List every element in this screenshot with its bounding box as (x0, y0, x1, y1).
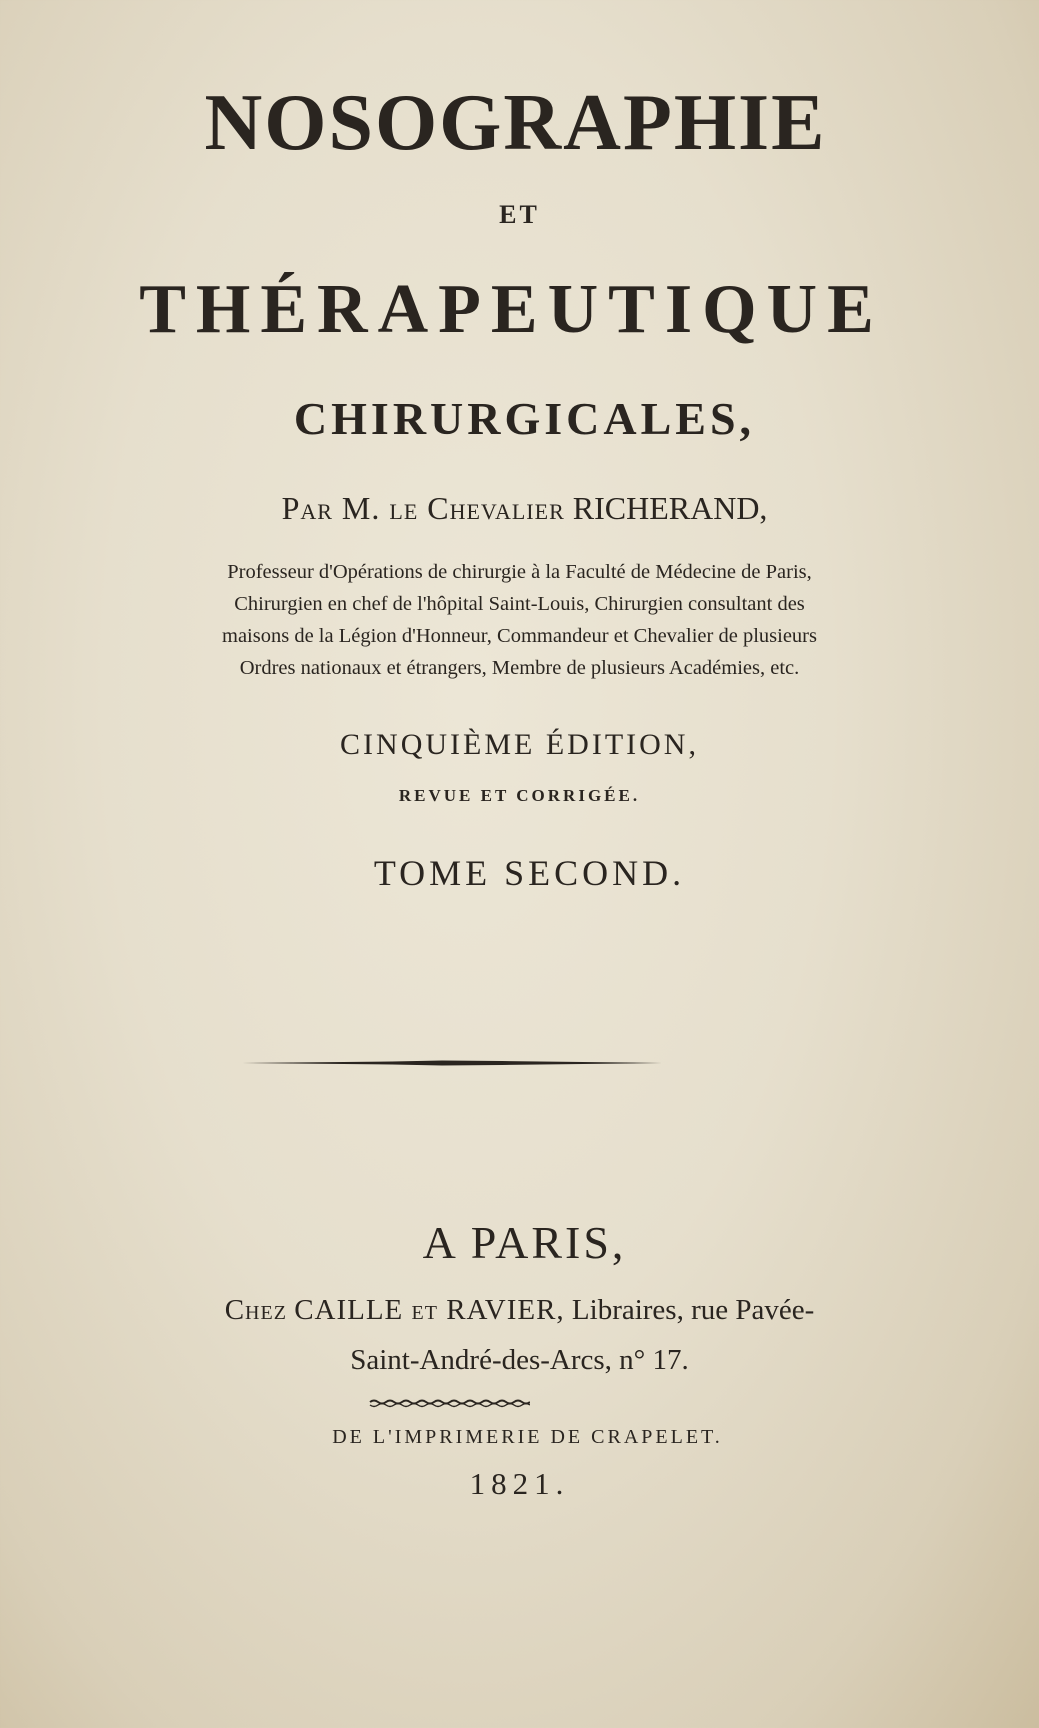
author-qualifications (0, 556, 1039, 684)
publisher-names: CAILLE et RAVIER, (294, 1294, 565, 1326)
edition-label: CINQUIÈME ÉDITION, (340, 728, 699, 761)
publisher-address: Saint-André-des-Arcs, n° 17. (350, 1344, 689, 1376)
title-line-chirurgicales: CHIRURGICALES, (293, 393, 756, 444)
author-prefix: Par M. le Chevalier (281, 490, 565, 526)
qualification-line: Chirurgien en chef de l'hôpital Saint-Louis, Chirurgien consultant des (234, 593, 805, 615)
publisher-line (0, 1294, 1039, 1327)
author-line (5, 490, 1039, 527)
imprint-city: A PARIS, (422, 1217, 627, 1268)
publisher-prefix: Chez (224, 1294, 287, 1326)
qualification-line: Ordres nationaux et étrangers, Membre de plusieurs Académies, etc. (239, 657, 800, 679)
title-line-nosographie: NOSOGRAPHIE (204, 79, 827, 167)
publication-year: 1821. (469, 1466, 570, 1501)
edition-note: REVUE ET CORRIGÉE. (398, 786, 641, 805)
ornamental-rule (242, 1060, 662, 1066)
printer-line: DE L'IMPRIMERIE DE CRAPELET. (332, 1426, 723, 1448)
title-conjunction: ET (499, 200, 540, 229)
qualification-line: maisons de la Légion d'Honneur, Commandeur et Chevalier de plusieurs (222, 625, 817, 647)
title-line-therapeutique: THÉRAPEUTIQUE (139, 271, 884, 348)
publisher-suffix: Libraires, rue Pavée- (571, 1294, 815, 1326)
qualification-line: Professeur d'Opérations de chirurgie à la Faculté de Médecine de Paris, (227, 561, 812, 583)
wavy-divider (368, 1398, 530, 1408)
author-name: RICHERAND, (572, 490, 768, 526)
volume-label: TOME SECOND. (373, 853, 686, 893)
